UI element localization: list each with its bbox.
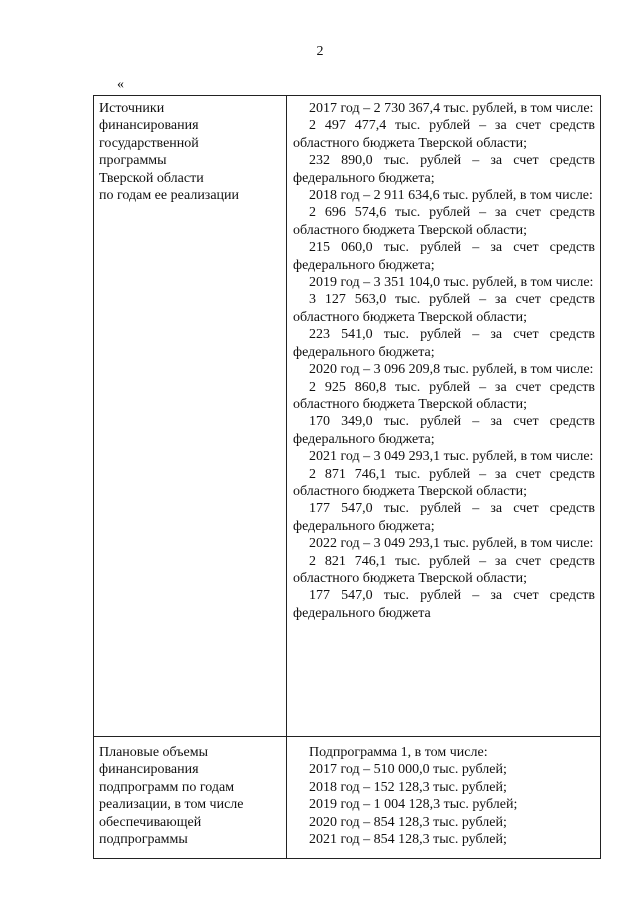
- financing-paragraph-2021-regional: 2 871 746,1 тыс. рублей – за счет средств областного бюджета Тверской области;: [293, 466, 595, 499]
- subprogram-1-year-2018: 2018 год – 152 128,3 тыс. рублей;: [309, 779, 507, 795]
- financing-paragraph-2017-federal: 232 890,0 тыс. рублей – за счет средств федерального бюджета;: [293, 153, 595, 186]
- label-line: финансирования: [99, 118, 199, 134]
- financing-paragraph-2022-regional: 2 821 746,1 тыс. рублей – за счет средств областного бюджета Тверской области;: [293, 553, 595, 586]
- program-passport-table: [93, 95, 601, 859]
- financing-paragraph-2020-regional: 2 925 860,8 тыс. рублей – за счет средств областного бюджета Тверской области;: [293, 379, 595, 412]
- financing-paragraph-2021-total: 2021 год – 3 049 293,1 тыс. рублей, в том числе:: [309, 449, 594, 465]
- financing-paragraph-2018-total: 2018 год – 2 911 634,6 тыс. рублей, в том числе:: [309, 188, 593, 204]
- label-line: Плановые объемы: [99, 745, 209, 760]
- subprogram-volumes-value-cell: [287, 737, 601, 859]
- subprogram-1-year-2020: 2020 год – 854 128,3 тыс. рублей;: [309, 814, 507, 830]
- label-line: государственной: [99, 135, 199, 151]
- financing-paragraph-2022-total: 2022 год – 3 049 293,1 тыс. рублей, в том числе:: [309, 536, 594, 552]
- label-line: по годам ее реализации: [99, 188, 240, 204]
- label-line: подпрограмм по годам: [99, 779, 235, 795]
- label-line: подпрограммы: [99, 832, 188, 848]
- page-number: 2: [316, 44, 324, 59]
- subprogram-volumes-label-cell: [94, 737, 287, 859]
- subprogram-1-year-2019: 2019 год – 1 004 128,3 тыс. рублей;: [309, 797, 518, 813]
- table-row-subprogram-volumes: [94, 737, 601, 859]
- subprogram-1-year-2017: 2017 год – 510 000,0 тыс. рублей;: [309, 762, 507, 778]
- label-line: Источники: [99, 101, 165, 116]
- financing-paragraph-2019-regional: 3 127 563,0 тыс. рублей – за счет средств областного бюджета Тверской области;: [293, 292, 595, 325]
- financing-paragraph-2018-regional: 2 696 574,6 тыс. рублей – за счет средств областного бюджета Тверской области;: [293, 205, 595, 238]
- financing-paragraph-2020-federal: 170 349,0 тыс. рублей – за счет средств федерального бюджета;: [293, 414, 595, 447]
- financing-paragraph-2017-total: 2017 год – 2 730 367,4 тыс. рублей, в том числе:: [309, 101, 594, 116]
- financing-sources-value-cell: [287, 96, 601, 737]
- label-line: программы: [99, 153, 167, 169]
- subprogram-1-heading: Подпрограмма 1, в том числе:: [309, 745, 488, 760]
- opening-quote-mark: «: [117, 77, 124, 92]
- financing-paragraph-2021-federal: 177 547,0 тыс. рублей – за счет средств федерального бюджета;: [293, 501, 595, 534]
- table-row-financing-sources: [94, 96, 601, 737]
- subprogram-1-year-2021: 2021 год – 854 128,3 тыс. рублей;: [309, 832, 507, 848]
- label-line: реализации, в том числе: [99, 797, 244, 813]
- label-line: финансирования: [99, 762, 199, 778]
- financing-sources-label-cell: [94, 96, 287, 737]
- financing-paragraph-2018-federal: 215 060,0 тыс. рублей – за счет средств федерального бюджета;: [293, 240, 595, 273]
- label-line: Тверской области: [99, 170, 204, 186]
- financing-paragraph-2019-federal: 223 541,0 тыс. рублей – за счет средств федерального бюджета;: [293, 327, 595, 360]
- financing-paragraph-2019-total: 2019 год – 3 351 104,0 тыс. рублей, в том числе:: [309, 275, 594, 291]
- financing-paragraph-2017-regional: 2 497 477,4 тыс. рублей – за счет средств областного бюджета Тверской области;: [293, 118, 595, 151]
- financing-paragraph-2022-federal: 177 547,0 тыс. рублей – за счет средств федерального бюджета: [293, 588, 595, 621]
- financing-paragraph-2020-total: 2020 год – 3 096 209,8 тыс. рублей, в том числе:: [309, 362, 594, 378]
- label-line: обеспечивающей: [99, 814, 202, 830]
